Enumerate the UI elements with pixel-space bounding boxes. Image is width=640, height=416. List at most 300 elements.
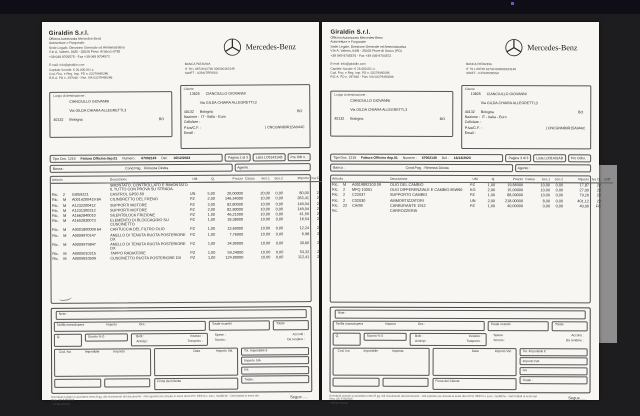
importo-iva-label: Importo IVA	[522, 359, 540, 364]
cell-desc: CASTROL GP50-50	[109, 192, 144, 197]
cell-price: 82,80000	[227, 202, 243, 207]
cell-art: Ric. M A1232200412	[51, 203, 96, 208]
charges-box	[410, 332, 487, 345]
cell-um: UN	[189, 192, 196, 197]
cell-desc: SILENTBLOCK FRIZIONE	[110, 213, 156, 218]
cell-price: 146,34000	[224, 197, 243, 202]
cell-imp: 53,32	[299, 250, 310, 255]
cell-price: 59,24000	[227, 250, 244, 255]
column-header: Articolo	[331, 175, 389, 182]
note-box	[335, 309, 586, 319]
totals-footer	[330, 306, 591, 393]
cell-sco2: 0,00	[555, 204, 564, 209]
cell-sco1: 10,00	[260, 202, 270, 207]
page-number-box: Pagina 2 di 3	[225, 153, 251, 161]
email-label: Email :	[464, 130, 476, 135]
cell-qty: 1,00	[207, 241, 216, 246]
acconti-label: Acconti :	[292, 332, 305, 337]
cell-cassa	[524, 209, 536, 214]
cell-imp: 401,12	[577, 198, 590, 203]
doc-type-value: Fattura Officina dep.01	[360, 155, 398, 160]
cell-art: Ric. M A0001800009 64	[52, 227, 102, 233]
cell-sco2: 0,00	[275, 196, 283, 201]
cell-price: 18,38000	[227, 217, 244, 222]
cell-um	[189, 182, 201, 192]
cell-iva: 22	[596, 193, 602, 198]
email-label: Email :	[183, 130, 195, 135]
agente-box: Agente :	[234, 163, 311, 172]
cell-sco2: 0,00	[275, 255, 284, 260]
taxable-total-box	[520, 348, 588, 356]
piva-label: P.Iva/C.F. :	[183, 125, 202, 130]
fine-print	[51, 394, 265, 406]
cell-art: Ric. M A0005010215	[52, 251, 96, 256]
destination-prov: BO	[158, 117, 165, 122]
cell-cassa	[244, 241, 256, 250]
cell-sco1: 10,00	[260, 250, 271, 255]
cell-cassa	[244, 217, 256, 226]
cursor-dot	[511, 2, 514, 5]
destination-street: Via GILDA CHIARA ALLEGRETTI,3	[350, 107, 408, 112]
doc-number-label: Numero :	[402, 155, 417, 160]
firma-label: Firma del Cliente	[157, 379, 182, 384]
note-label: Note :	[58, 312, 68, 317]
piva-value: | CNCGNN89R15A944C	[545, 125, 586, 130]
contact-block	[330, 62, 591, 80]
cell-iva	[590, 209, 602, 214]
cell-cassa	[244, 255, 256, 260]
cell-um: PZ	[189, 197, 195, 202]
da-rendere-label: Da rendere :	[565, 338, 584, 343]
cell-sco2: 0,00	[275, 231, 284, 236]
parts-total-box	[488, 321, 549, 331]
cell-sco1: 0,00	[542, 204, 551, 209]
cell-art: Ric. M A0009810509	[52, 256, 97, 262]
totale-ricambi-label: Totale ricambi	[211, 321, 232, 327]
cell-sco2: 0,00	[555, 198, 564, 203]
top-black-bar	[0, 0, 640, 14]
q-label: Q.	[56, 335, 61, 340]
cell-sco2: 0,00	[275, 250, 284, 255]
anticipi-label: Anticipi :	[415, 338, 428, 344]
cell-price: 82,80000	[227, 207, 244, 212]
cell-imp: 149,04	[297, 201, 309, 206]
imponibile-label: Imponibile	[84, 349, 100, 354]
fine-print-text: Eventuali reclami si accettano entro 8 gg. dal ricevimento del documento - IVA esposta ove dovuta ai sensi del D.P.R. 633/72 e succ. modifiche - Dati trattati ai sensi del Reg. UE 679/2016	[51, 392, 259, 403]
nazione-value: IT - Italia - Euro	[481, 115, 507, 120]
client-name: CIANCIULLO GIOVANNI	[205, 91, 246, 96]
cell-price: 19,86000	[507, 183, 524, 188]
cell-um: PZ	[190, 250, 196, 255]
cellulare-label: Cellulare :	[464, 120, 481, 125]
totale-small-label: Totale	[276, 321, 285, 326]
cell-um	[469, 208, 481, 213]
tariffa-label: Tariffa manodopera	[335, 321, 364, 327]
acconti-label: Acconti :	[571, 333, 584, 338]
cell-qty	[481, 208, 496, 213]
items-body	[51, 181, 334, 262]
nazione-value: IT - Italia - Euro	[201, 114, 226, 120]
cell-sco1: 10,00	[540, 183, 551, 188]
client-name: CIANCIULLO GIOVANNI	[486, 92, 527, 97]
date-amount-box	[432, 347, 516, 375]
cell-iva: 22	[596, 199, 602, 204]
cell-sco2	[551, 209, 564, 214]
cell-art: Ric. 22 CA/98	[331, 203, 363, 208]
tariffa-label: Tariffa manodopera	[56, 322, 85, 328]
totals-footer	[51, 306, 313, 394]
email-line: E-mail: info@giraldin.com	[330, 61, 366, 66]
cell-art: Ric. 2 MFQ 10001	[332, 187, 373, 193]
labor-box	[333, 320, 485, 330]
lista-box: Lista LO31431AB	[253, 153, 286, 161]
cell-imp: 263,41	[297, 196, 309, 201]
cell-sco2: 0,00	[275, 226, 284, 231]
cell-sco2: 0,00	[555, 193, 564, 198]
cell-price: 40,00000	[507, 203, 524, 209]
vat-summary-box	[54, 348, 151, 377]
cellulare-label: Cellulare :	[183, 120, 201, 125]
column-header: Cassa	[525, 176, 535, 181]
bank-terms-box	[330, 163, 513, 171]
sconto-label: Sconto :	[214, 337, 227, 342]
column-header: Importo	[284, 175, 310, 182]
cell-um: PZ	[190, 227, 196, 232]
cell-sco2	[271, 181, 284, 191]
cell-art: Ric. M A0009979847	[52, 242, 96, 247]
company-line: +39 049 9705575 - Fax +39 049 9704572	[330, 53, 392, 58]
email-line: E-mail: info@giraldin.com	[48, 62, 85, 68]
cell-imp: 16,54	[299, 217, 310, 222]
bolli-label: Bolli :	[415, 334, 423, 339]
cell-art: Ric. M A1662840010	[52, 213, 96, 218]
importo-val-label: Importo Val.	[494, 349, 512, 354]
pre-odl-box: Pre Odl n. :	[287, 153, 310, 161]
cell-qty: 2,00	[207, 197, 215, 202]
vat-summary-box	[333, 347, 430, 375]
mini-box	[104, 378, 151, 387]
doc-date: 16/12/2023	[453, 155, 471, 160]
importo-iva-label: Importo IVA	[244, 358, 261, 363]
cell-sco1: 10,00	[260, 255, 271, 260]
cell-iva	[310, 181, 322, 191]
cell-um: PZ	[190, 241, 196, 246]
pre-odl-box: Pre Odl n. :	[568, 154, 591, 162]
cell-price: 124,90000	[225, 255, 244, 260]
destination-street: Via GILDA CHIARA ALLEGRETTI,3	[69, 108, 127, 113]
importo-label: Importo	[385, 322, 396, 327]
cell-imp	[564, 209, 590, 214]
doc-number-label: Numero :	[122, 155, 137, 160]
cell-um: PZ	[470, 193, 475, 198]
bolli-label: Bolli :	[136, 334, 145, 339]
rea-line: R.E.A. PD n. 297046 - Part. IVA 03279490286	[330, 74, 394, 79]
cell-art: Ric. M A1652830073	[52, 218, 96, 224]
payment-info-bar	[330, 163, 591, 172]
client-cap: 40132	[183, 109, 194, 114]
doc-date: 16/12/2023	[173, 155, 191, 160]
cell-price: 218,00000	[505, 198, 524, 203]
cell-um: KG	[470, 188, 476, 193]
cell-sco1: 10,00	[260, 226, 271, 231]
cell-sco2: 0,00	[275, 207, 284, 212]
destination-label: Luogo di destinazione :	[334, 92, 368, 97]
cell-sco1	[536, 209, 551, 214]
cell-sco1: 10,00	[260, 231, 271, 237]
cell-desc: SMONTATO, CONTROLLATO E RIMONTATO IL TUTTO CON PROVA SU STRADA.	[109, 183, 188, 192]
cell-sco2: 0,00	[275, 212, 284, 217]
cell-imp: 41,59	[299, 212, 310, 217]
cell-iva: 22	[317, 240, 322, 245]
destination-name: CIANCIULLO GIOVANNI	[69, 99, 110, 104]
totale-ricambi-label: Totale ricambi	[490, 322, 511, 327]
column-header: Coff.	[602, 176, 613, 183]
cell-imp: 27,00	[579, 188, 590, 193]
cell-iva: 22	[316, 196, 321, 201]
nazione-label: Nazione :	[183, 115, 200, 120]
expenses-labels	[211, 332, 309, 346]
spese-label: Spese :	[214, 332, 226, 338]
charges-box	[131, 332, 208, 346]
capital-line: Capitale Sociale: € 26.000,00 i.v.	[330, 66, 376, 71]
doc-date-label: Del :	[441, 155, 449, 160]
cell-iva: 22	[317, 255, 322, 260]
cell-imp: 30,60	[299, 240, 310, 245]
mercedes-star-icon	[504, 38, 523, 57]
ora-label: Ora :	[139, 322, 147, 327]
cell-sco1: 8,00	[542, 198, 551, 203]
firma-label: Firma del Cliente	[435, 379, 460, 384]
cell-um: UN	[470, 198, 476, 203]
doc-number: 67002149	[141, 155, 157, 160]
items-body	[331, 182, 613, 214]
client-street: Via GILDA CHIARA ALLEGRETTI,3	[480, 101, 538, 106]
cell-iva: 22	[316, 217, 322, 222]
doc-type-label: Tipo Doc. 1219	[333, 155, 357, 160]
cell-um: PZ	[190, 232, 196, 237]
client-prov: BO	[297, 109, 303, 114]
cell-price: 34,00000	[227, 241, 244, 246]
cell-um: PZ	[190, 207, 195, 212]
small-total-box	[552, 321, 588, 331]
cell-um: PZ	[190, 218, 195, 223]
cell-desc: ANELLO DI TENUTA RUOTA POSTERIORE DX	[110, 232, 186, 242]
cond-pag: Cond.Pag. : Rimessa Diretta	[125, 165, 169, 170]
imposta-label: Imposta	[392, 349, 404, 354]
page-number-box: Pagina 3 di 3	[506, 154, 532, 162]
cell-art: Ric. 2 C22037	[332, 193, 366, 198]
cell-um: PZ	[470, 183, 475, 188]
client-prov: BO	[578, 110, 584, 115]
cell-imp	[284, 181, 310, 191]
cell-qty: 1,00	[207, 217, 216, 223]
cell-um: PZ	[190, 256, 196, 261]
fine-print-text: Eventuali reclami si accettano entro 8 gg. dal ricevimento del documento - IVA esposta ove dovuta ai sensi del D.P.R. 633/72 e succ. modifiche - Dati trattati ai sensi del Reg. UE 679/2016	[329, 393, 537, 401]
cell-sco2: 0,00	[275, 217, 284, 222]
cell-imp: 12,24	[299, 226, 310, 231]
banca-label: Banca :	[52, 166, 65, 171]
vat-box	[520, 367, 588, 375]
cell-iva: 22	[317, 249, 322, 255]
quantity-box	[333, 332, 361, 345]
cell-price: 20,00000	[227, 191, 243, 196]
destination-prov: BO	[439, 116, 445, 121]
vat-amount-box	[520, 357, 588, 365]
cell-iva: 22	[316, 212, 322, 217]
grand-total-box	[241, 375, 309, 383]
anticipi-label: Anticipi :	[136, 339, 149, 344]
cell-desc: CARROZZERIA	[389, 208, 418, 213]
column-header: Prezzo	[216, 175, 244, 182]
client-box	[461, 85, 592, 149]
cell-price: 13,60000	[227, 226, 244, 232]
cell-iva: 22	[316, 191, 321, 196]
contact-block	[49, 61, 310, 80]
tot-imponibile-label: Tot. Imponibile €	[244, 348, 268, 353]
invoice-page-2	[42, 22, 322, 406]
cell-desc: TAPPO RADIATORE	[110, 251, 146, 256]
brand-wordmark: Mercedes-Benz	[245, 41, 296, 52]
cell-desc: OLIO DEL CAMBIO	[390, 182, 424, 187]
cell-desc: CARTUCCIA DEL FILTRO OLIO	[110, 227, 165, 232]
mercedes-star-icon	[223, 37, 242, 56]
incasso-label: Incasso :	[190, 334, 203, 339]
client-code: 13825	[189, 91, 200, 96]
cell-qty: 1,00	[207, 227, 216, 232]
cell-art: Ric. M A0009970147	[52, 233, 96, 238]
company-line: Officina Autorizzata Mercedes-Benz	[330, 35, 383, 40]
document-info-bar	[50, 153, 311, 163]
cell-imp: 17,87	[579, 183, 590, 188]
cod-iva-label: Cod. Iva	[58, 350, 71, 355]
piva-value: | CNCGNN89R15A944C	[265, 124, 305, 129]
expenses-labels	[490, 333, 588, 346]
item-row	[331, 208, 613, 214]
cell-iva: 22	[316, 226, 322, 231]
cell-desc: ELEMENTO DI BLOCCAGGIO SU CUSCINETTO	[110, 218, 169, 227]
column-header: Iva Cl.	[591, 176, 602, 181]
cell-art: Ric. 2 GI059221	[51, 192, 89, 198]
column-header: Q.	[481, 176, 496, 183]
cell-imp: 6,98	[301, 231, 310, 236]
cell-cassa	[244, 181, 256, 191]
destination-name: CIANCIULLO GIOVANNI	[350, 98, 391, 103]
client-label: Cliente	[464, 87, 475, 92]
mercedes-logo	[223, 35, 296, 58]
column-header: Sco.2	[551, 176, 564, 183]
cell-qty: 1,00	[207, 232, 216, 237]
data-label: Data	[193, 349, 201, 354]
cell-sco2: 0,00	[275, 241, 284, 246]
cell-art: Inc.	[331, 208, 339, 213]
fine-print	[329, 394, 543, 405]
cond-pag: Cond.Pag. : Rimessa Diretta	[405, 165, 449, 170]
company-line: +39 049 9705575 - Fax +39 049 9704572	[48, 54, 110, 59]
cell-desc: ANELLO DI TENUTA RUOTA POSTERIORE DX	[110, 241, 186, 251]
cod-iva-label: Cod. Iva	[337, 348, 350, 354]
cell-price	[496, 209, 524, 214]
signature-box	[154, 377, 238, 390]
company-line: Autovetture e Furgonate	[330, 40, 366, 45]
bank-name: BANCA PATAVINA	[466, 62, 492, 67]
column-header: UM	[189, 175, 201, 182]
cell-price: 46,21000	[227, 212, 244, 217]
cell-qty: 1,00	[487, 193, 496, 198]
cell-imp: 40,00	[579, 204, 590, 209]
client-code: 13825	[470, 92, 481, 97]
cell-sco2: 0,00	[275, 191, 283, 196]
column-header: Sco.1	[536, 176, 551, 183]
cell-art: Ric. M A0019892103 09	[332, 182, 382, 187]
cell-qty: 1,00	[207, 255, 216, 260]
cell-iva: 22	[316, 231, 322, 236]
mini-box	[333, 377, 380, 386]
company-name: Giraldin S.r.l.	[48, 30, 89, 37]
cell-sco1: 10,00	[260, 217, 271, 222]
company-line: Sede Legale, Direzione Generale ed Amministrativa	[330, 44, 407, 49]
cell-um: PZ	[189, 202, 195, 207]
cell-price: 15,00000	[507, 188, 524, 193]
column-header: Descrizione	[389, 175, 469, 182]
client-street: Via GILDA CHIARA ALLEGRETTI,3	[199, 100, 257, 105]
client-city: Bologna	[199, 109, 214, 114]
cell-qty: 5,00	[207, 192, 215, 197]
bank-swift: SWIFT - ICRAITRRSS0	[466, 70, 499, 75]
column-header: Iva Cl.	[311, 175, 321, 180]
importo-label: Importo	[106, 322, 118, 327]
imponibile-label: Imponibile	[363, 349, 379, 354]
imposta-label: Imposta	[113, 349, 125, 354]
column-header: Sco.2	[271, 175, 284, 182]
cell-sco1: 10,00	[540, 188, 551, 193]
cell-desc: SUPPORTI MOTORE	[109, 202, 147, 208]
doc-type-value: Fattura Officina dep.01	[80, 155, 118, 161]
cell-cassa	[244, 231, 256, 240]
sconto-pct-label: Sconto % 0	[366, 334, 384, 339]
cell-sco2: 0,00	[555, 188, 564, 193]
cell-imp: 79,20	[579, 193, 590, 198]
iva-label: Iva	[522, 368, 527, 373]
fine-print-note: * senza riserva	[51, 401, 70, 406]
cell-desc: OLIO DIFFERENZIALE E CAMBIO 85W90	[390, 188, 463, 193]
da-rendere-label: Da rendere :	[287, 337, 305, 342]
cell-um: PZ	[190, 212, 195, 217]
letterhead	[49, 29, 310, 59]
mini-box	[382, 377, 429, 386]
destination-cap: 40132	[334, 116, 345, 121]
cell-desc: SUPPORTI MOTORE	[110, 208, 148, 213]
totale-small-label: Totale	[554, 322, 564, 327]
cell-price: 88,00000	[507, 193, 524, 198]
q-label: Q.	[335, 333, 340, 338]
cell-qty: 2,00	[207, 207, 216, 212]
doc-type-label: Tipo Doc. 1219	[52, 156, 76, 161]
labor-box	[54, 320, 206, 331]
cell-desc: CILINDRETTO DEL FRENO	[109, 197, 158, 202]
vat-box	[241, 366, 309, 374]
cell-sco1: 10,00	[260, 196, 270, 201]
fiscal-line: Cod. Fisc. e Reg. Imp. PD n. 03279490286	[330, 70, 390, 75]
column-header: Sco.1	[256, 175, 271, 182]
small-total-box	[273, 320, 309, 330]
lista-box: Lista LO31431AB	[533, 154, 566, 162]
spese-label: Spese :	[493, 333, 505, 338]
cell-iva: 22	[316, 201, 321, 206]
sconto-label: Sconto :	[493, 338, 506, 343]
company-line: V.le A. Valerio, 84/B - 35028 Piove di Sacco (PD)	[330, 48, 402, 54]
cell-desc: AMMORTIZZATORI	[390, 198, 424, 203]
cell-iva: 22	[596, 183, 602, 188]
